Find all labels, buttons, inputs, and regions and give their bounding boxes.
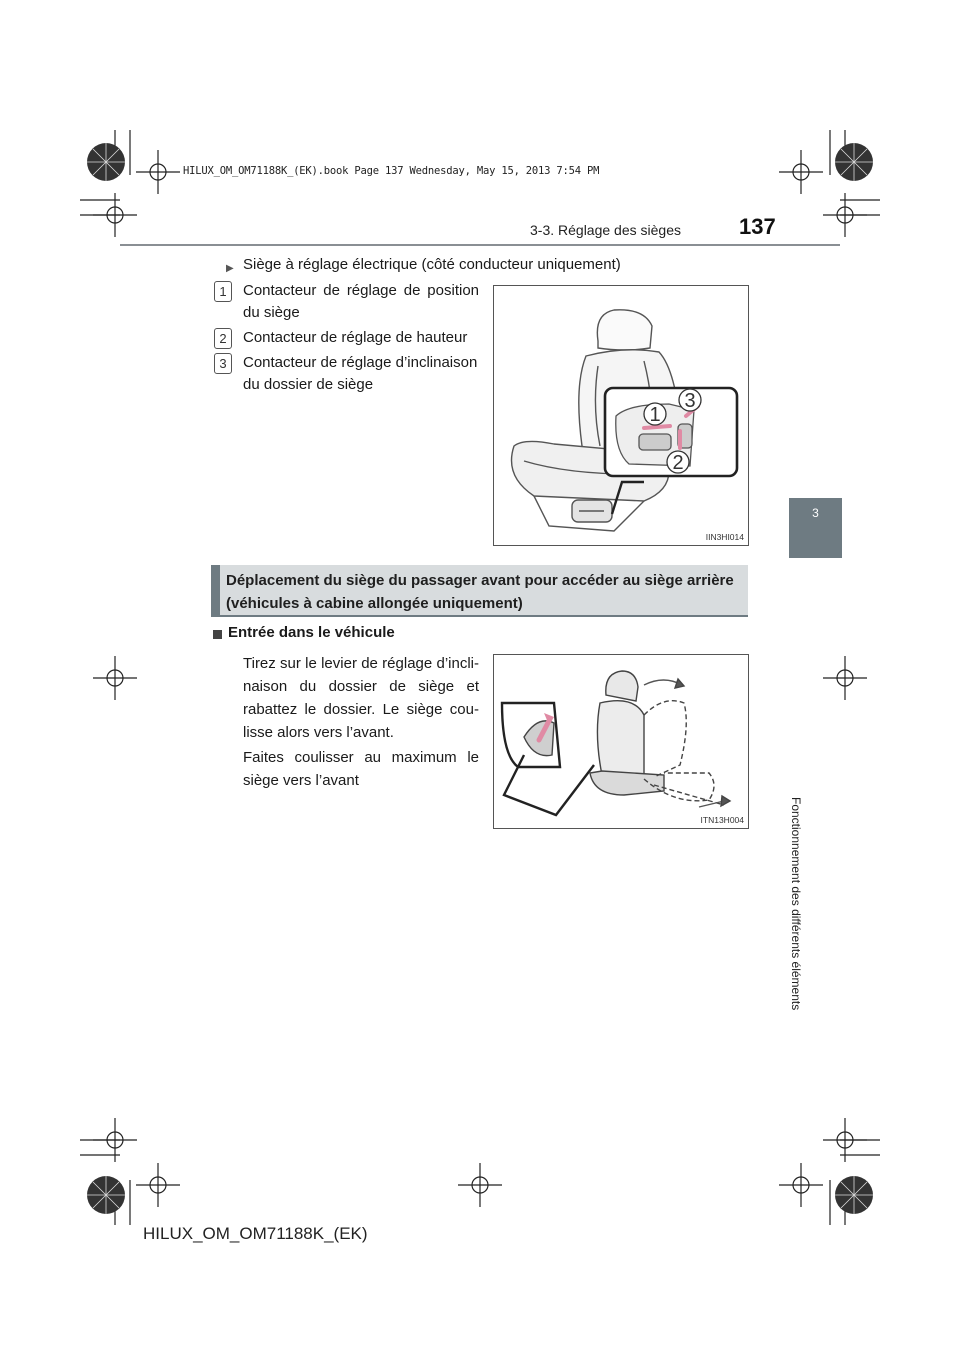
- figure-code: IIN3HI014: [705, 532, 744, 542]
- passenger-seat-figure: [493, 654, 749, 829]
- item-3-line2: du dossier de siège: [243, 376, 374, 393]
- footer-doc-id: HILUX_OM_OM71188K_(EK): [143, 1224, 368, 1243]
- item-1-line1: Contacteur de réglage de position: [243, 282, 479, 299]
- banner-title: Déplacement du siège du passager avant pour accéder au siège arrière (véhicules à cabine allongée uniquement): [226, 572, 734, 612]
- callout-3: 3: [684, 390, 696, 412]
- item-1-line2: du siège: [243, 304, 300, 321]
- page-number: 137: [739, 214, 776, 239]
- para1-line3: rabattez le dossier. Le siège cou-: [243, 701, 479, 718]
- chapter-number: 3: [812, 506, 819, 520]
- para1-line2: naison du dossier de siège et: [243, 678, 479, 695]
- para2-line1: Faites coulisser au maximum le: [243, 749, 479, 766]
- power-seat-figure: [493, 285, 749, 546]
- banner-rule: [211, 615, 748, 617]
- triangle-bullet-icon: ▶: [226, 263, 234, 274]
- power-seat-heading: Siège à réglage électrique (côté conducteur uniquement): [243, 256, 621, 273]
- item-number-1: 1: [214, 281, 232, 302]
- item-3-line1: Contacteur de réglage d’inclinaison: [243, 354, 478, 371]
- para2-line2: siège vers l’avant: [243, 772, 359, 789]
- para1-line1: Tirez sur le levier de réglage d’incli-: [243, 655, 479, 672]
- chapter-tab[interactable]: [789, 498, 842, 558]
- square-bullet-icon: [213, 630, 222, 639]
- book-info-line: HILUX_OM_OM71188K_(EK).book Page 137 Wednesday, May 15, 2013 7:54 PM: [183, 165, 600, 177]
- header-rule: [120, 244, 840, 246]
- item-number-2: 2: [214, 328, 232, 349]
- entry-subheading: Entrée dans le véhicule: [228, 624, 395, 641]
- banner-accent-bar: [211, 565, 220, 615]
- passenger-seat-illustration: [494, 655, 748, 828]
- section-title: 3-3. Réglage des sièges: [530, 222, 681, 238]
- item-2-line1: Contacteur de réglage de hauteur: [243, 329, 468, 346]
- callout-2: 2: [672, 452, 684, 474]
- chapter-label: Fonctionnement des différents éléments: [789, 797, 803, 1011]
- item-number-3: 3: [214, 353, 232, 374]
- figure-code: ITN13H004: [700, 815, 744, 825]
- callout-1: 1: [649, 404, 661, 426]
- para1-line4: lisse alors vers l’avant.: [243, 724, 394, 741]
- power-seat-illustration: [494, 286, 748, 545]
